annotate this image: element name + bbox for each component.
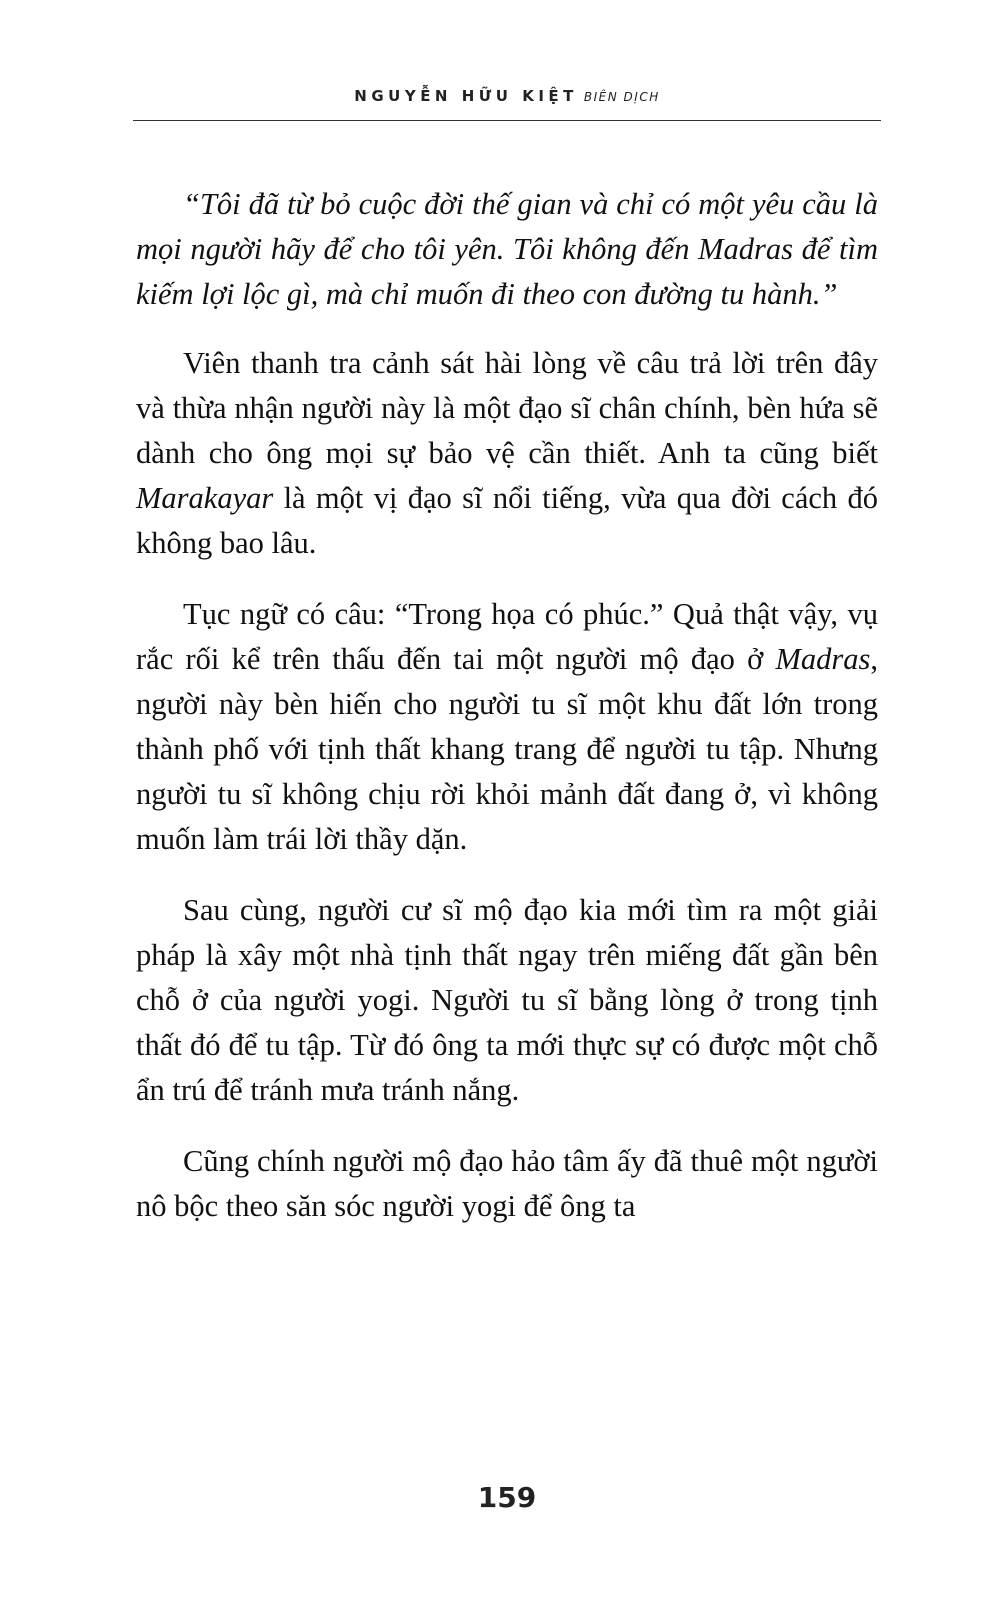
paragraph-quote: “Tôi đã từ bỏ cuộc đời thế gian và chỉ có một yêu cầu là mọi người hãy để cho tôi yên. Tôi không đến Madras để tìm kiếm lợi lộc gì, mà chỉ muốn đi theo con đường tu hành.” bbox=[136, 187, 878, 311]
header-role: BIÊN DỊCH bbox=[583, 90, 660, 104]
paragraph-3-text-b: , người này bèn hiến cho người tu sĩ một khu đất lớn trong thành phố với tịnh thất khang trang để người tu tập. Nhưng người tu sĩ không chịu rời khỏi mảnh đất đang ở, vì không muốn làm trái lời thầy dặn. bbox=[136, 642, 878, 856]
paragraph-3-italic: Madras bbox=[775, 642, 871, 676]
paragraph-2 bbox=[136, 341, 878, 566]
paragraph-3 bbox=[136, 592, 878, 862]
paragraph-2-text-b: là một vị đạo sĩ nổi tiếng, vừa qua đời cách đó không bao lâu. bbox=[136, 481, 878, 560]
header-rule bbox=[133, 120, 881, 121]
paragraph-2-italic: Marakayar bbox=[136, 481, 274, 515]
paragraph-4: Sau cùng, người cư sĩ mộ đạo kia mới tìm ra một giải pháp là xây một nhà tịnh thất ngay trên miếng đất gần bên chỗ ở của người yogi. Người tu sĩ bằng lòng ở trong tịnh thất đó để tu tập. Từ đó ông ta mới thực sự có được một chỗ ẩn trú để tránh mưa tránh nắng. bbox=[136, 893, 878, 1107]
running-header bbox=[133, 86, 881, 107]
page-number: 159 bbox=[477, 1481, 537, 1514]
paragraph-5: Cũng chính người mộ đạo hảo tâm ấy đã thuê một người nô bộc theo săn sóc người yogi để ông ta bbox=[136, 1144, 878, 1223]
header-author: NGUYỄN HỮU KIỆT bbox=[354, 87, 578, 105]
paragraph-3-text-a: Tục ngữ có câu: “Trong họa có phúc.” Quả thật vậy, vụ rắc rối kể trên thấu đến tai một người mộ đạo ở bbox=[136, 597, 878, 676]
paragraph-2-text-a: Viên thanh tra cảnh sát hài lòng về câu trả lời trên đây và thừa nhận người này là một đạo sĩ chân chính, bèn hứa sẽ dành cho ông mọi sự bảo vệ cần thiết. Anh ta cũng biết bbox=[136, 346, 878, 470]
body-text bbox=[136, 182, 878, 1255]
